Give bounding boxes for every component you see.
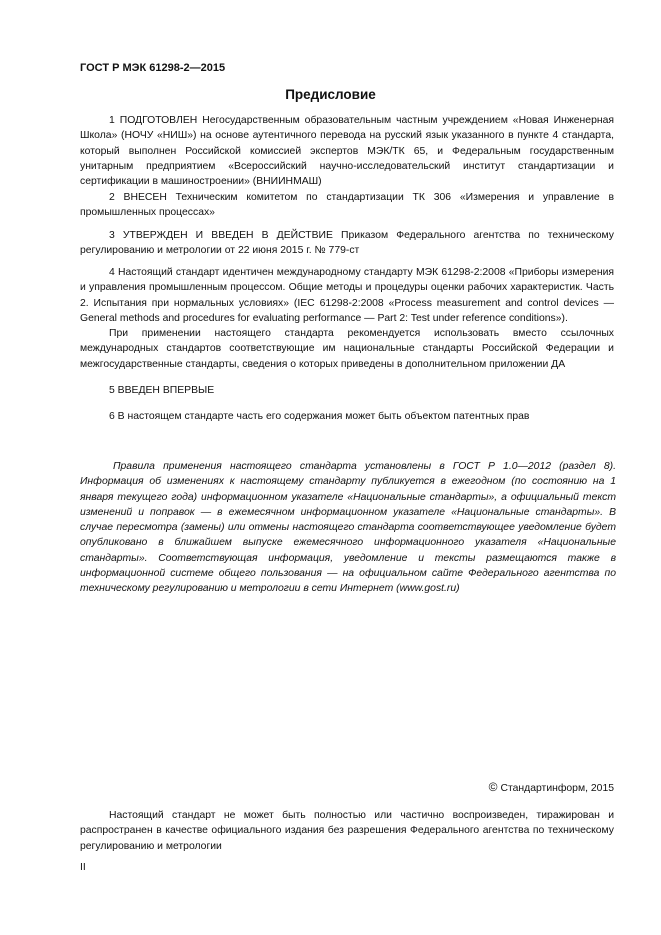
rules-note-text: Правила применения настоящего стандарта установлены в ГОСТ Р 1.0—2012 (раздел 8). Информация об изменениях к настоящему стандарту публикуется в ежегодном (по состоянию на 1 января текущего года) информационном указателе «Национальные стандарты», а официальный текст изменений и поправок — в ежемесячном информационном указателе «Национальные стандарты». В случае пересмотра (замены) или отмены настоящего стандарта соответствующее уведомление будет опубликовано в ближайшем выпуске ежемесячного информационного указателя «Национальные стандарты». Соответствующая информация, уведомление и тексты размещаются также в информационной системе общего пользования — на официальном сайте Федерального агентства по техническому регулированию и метрологии в сети Интернет (www.gost.ru) bbox=[80, 461, 616, 595]
paragraph-text: 6 В настоящем стандарте часть его содержания может быть объектом патентных прав bbox=[109, 411, 530, 422]
foreword-item-5 bbox=[80, 383, 614, 398]
reproduction-notice bbox=[80, 808, 614, 854]
foreword-item-4 bbox=[80, 265, 614, 372]
rules-note bbox=[80, 459, 616, 597]
foreword-item-6 bbox=[80, 409, 614, 424]
reproduction-notice-text: Настоящий стандарт не может быть полностью или частично воспроизведен, тиражирован и распространен в качестве официального издания без разрешения Федерального агентства по техническому регулированию и метрологии bbox=[80, 810, 614, 852]
paragraph-text: 3 УТВЕРЖДЕН И ВВЕДЕН В ДЕЙСТВИЕ Приказом Федерального агентства по техническому регулированию и метрологии от 22 июня 2015 г. № 779-ст bbox=[80, 230, 614, 257]
foreword-item-3 bbox=[80, 228, 614, 259]
copyright-icon: © bbox=[488, 780, 498, 794]
copyright-text: Стандартинформ, 2015 bbox=[500, 783, 614, 794]
document-code: ГОСТ Р МЭК 61298-2—2015 bbox=[80, 62, 226, 74]
copyright-line bbox=[489, 780, 614, 794]
foreword-item-2 bbox=[80, 190, 614, 221]
foreword-item-1 bbox=[80, 113, 614, 189]
paragraph-text: 2 ВНЕСЕН Техническим комитетом по стандартизации ТК 306 «Измерения и управление в промышленных процессах» bbox=[80, 192, 614, 219]
paragraph-text: 5 ВВЕДЕН ВПЕРВЫЕ bbox=[109, 385, 215, 396]
page-number: II bbox=[80, 862, 86, 873]
paragraph-text: 4 Настоящий стандарт идентичен международному стандарту МЭК 61298-2:2008 «Приборы измерения и управления промышленным процессом. Общие методы и процедуры оценки рабочих характеристик. Часть 2. Испытания при нормальных условиях» (IEC 61298-2:2008 «Process measurement and control devices — General methods and procedures for evaluating performance — Part 2: Test under reference conditions»). bbox=[80, 267, 614, 324]
paragraph-text-continuation: При применении настоящего стандарта рекомендуется использовать вместо ссылочных международных стандартов соответствующие им национальные стандарты Российской Федерации и межгосударственные стандарты, сведения о которых приведены в дополнительном приложении ДА bbox=[80, 328, 614, 370]
page-title: Предисловие bbox=[285, 87, 376, 102]
paragraph-text: 1 ПОДГОТОВЛЕН Негосударственным образовательным частным учреждением «Новая Инженерная Школа» (НОЧУ «НИШ») на основе аутентичного перевода на русский язык указанного в пункте 4 стандарта, который выполнен Российской комиссией экспертов МЭК/ТК 65, и Федеральным государственным унитарным предприятием «Всероссийский научно-исследовательский институт стандартизации и сертификации в машиностроении» (ВНИИНМАШ) bbox=[80, 115, 614, 188]
